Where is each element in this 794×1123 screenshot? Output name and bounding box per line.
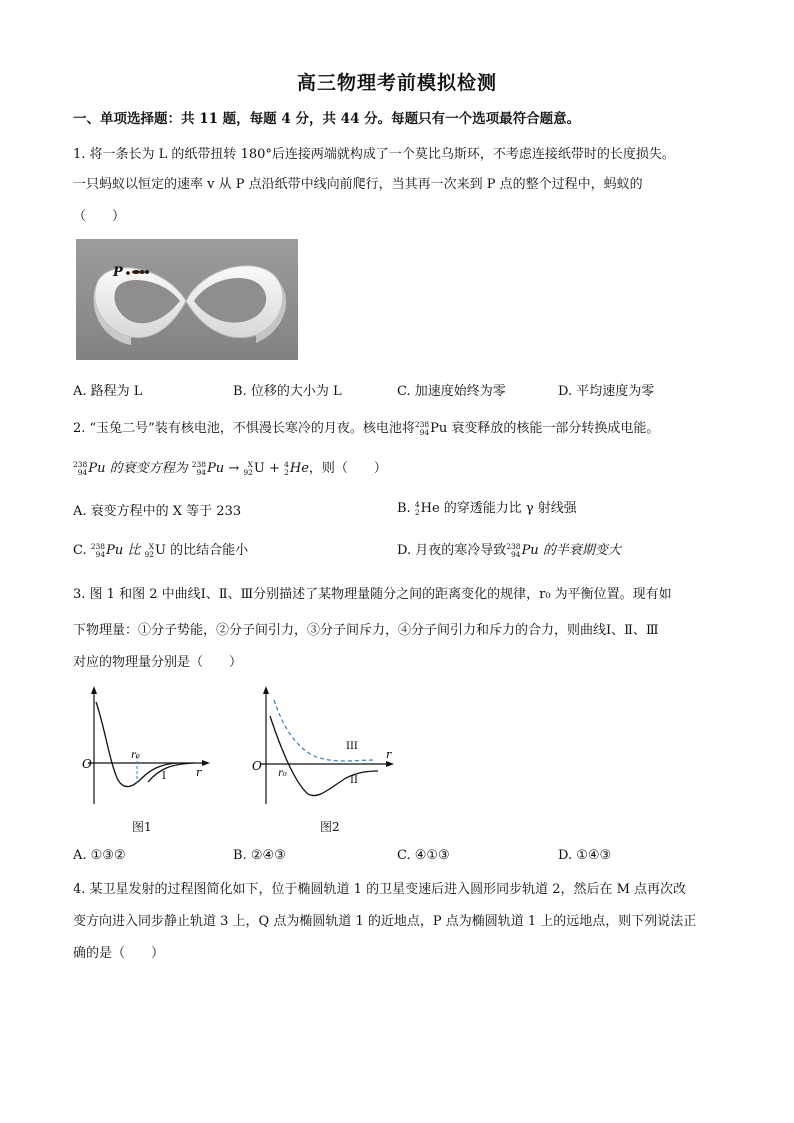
q4-line-2: 变方向进入同步静止轨道 3 上，Q 点为椭圆轨道 1 的近地点，P 点为椭圆轨道 1 上的远地点，则下列说法正 (73, 914, 697, 929)
mobius-strip-photo (76, 239, 298, 360)
q2-line-1 (73, 417, 659, 437)
page-title: 高三物理考前模拟检测 (296, 72, 497, 94)
figure-1-caption: 图1 (132, 820, 152, 834)
fig1-curve-label: I (162, 771, 166, 782)
q3-option-c: C. ④①③ (397, 848, 450, 863)
fig2-origin-label: O (252, 759, 262, 773)
q2-line-2: 238 94 Pu 的衰变方程为 238 94 Pu → X 92 U + 4 2 He，则（ ） (73, 459, 387, 477)
figure-1-graph (74, 684, 214, 808)
arrow-symbol: → (228, 461, 240, 476)
q2-line-1-text-b: Pu 衰变释放的核能一部分转换成电能。 (430, 421, 660, 436)
q2-option-d: D. 月夜的寒冷导致 238 94 Pu 的半衰期变大 (397, 541, 621, 559)
fig1-axis-label: r (196, 766, 202, 779)
q2-line-2-text-a: Pu 的衰变方程为 (88, 461, 188, 476)
point-p-label: P (113, 265, 123, 280)
q1-line-2: 一只蚂蚁以恒定的速率 v 从 P 点沿纸带中线向前爬行，当其再一次来到 P 点的整个过程中，蚂蚁的 (73, 177, 643, 192)
q1-line-1: 1. 将一条长为 L 的纸带扭转 180°后连接两端就构成了一个莫比乌斯环，不考虑连接纸带时的长度损失。 (73, 147, 675, 162)
q1-paren: （ ） (73, 209, 126, 224)
q3-line-1: 3. 图 1 和图 2 中曲线Ⅰ、Ⅱ、Ⅲ分别描述了某物理量随分之间的距离变化的规律，r₀ 为平衡位置。现有如 (73, 587, 672, 602)
q4-line-3: 确的是（ ） (73, 946, 165, 961)
q1-option-c: C. 加速度始终为零 (397, 384, 506, 399)
q3-option-b: B. ②④③ (233, 848, 286, 863)
q4-line-1: 4. 某卫星发射的过程图简化如下，位于椭圆轨道 1 的卫星变速后进入圆形同步轨道 2，然后在 M 点再次改 (73, 882, 687, 897)
fig1-r0-label: r₀ (131, 750, 140, 761)
q1-option-b: B. 位移的大小为 L (233, 384, 342, 399)
fig2-curve-iii-label: III (346, 741, 358, 752)
q2-option-a: A. 衰变方程中的 X 等于 233 (73, 504, 242, 519)
q3-line-2: 下物理量：①分子势能，②分子间引力，③分子间斥力，④分子间引力和斥力的合力，则曲线Ⅰ、Ⅱ、Ⅲ (73, 623, 659, 638)
fig2-r0-label: r₀ (278, 768, 287, 779)
figure-2-graph (246, 684, 398, 808)
section-heading: 一、单项选择题：共 11 题，每题 4 分，共 44 分。每题只有一个选项最符合题意。 (73, 111, 581, 127)
q1-option-d: D. 平均速度为零 (558, 384, 655, 399)
q2-line-2-text-b: ，则（ ） (308, 461, 387, 476)
q1-option-a: A. 路程为 L (73, 384, 143, 399)
fig2-curve-ii-label: II (350, 775, 358, 786)
q2-line-1-text-a: 2. “玉兔二号”装有核电池，不惧漫长寒冷的月夜。核电池将 (73, 421, 415, 436)
q3-line-3: 对应的物理量分别是（ ） (73, 655, 243, 670)
figure-2-caption: 图2 (320, 820, 340, 834)
fig1-origin-label: O (82, 757, 92, 771)
q3-option-a: A. ①③② (73, 848, 126, 863)
pu-nuclide-numbers: 238 94 (414, 419, 430, 437)
q3-option-d: D. ①④③ (558, 848, 612, 863)
fig2-axis-label: r (386, 748, 392, 761)
q2-option-b: B. 4 2 He 的穿透能力比 γ 射线强 (397, 499, 577, 517)
q2-option-c: C. 238 94 Pu 比 X 92 U 的比结合能小 (73, 541, 249, 559)
